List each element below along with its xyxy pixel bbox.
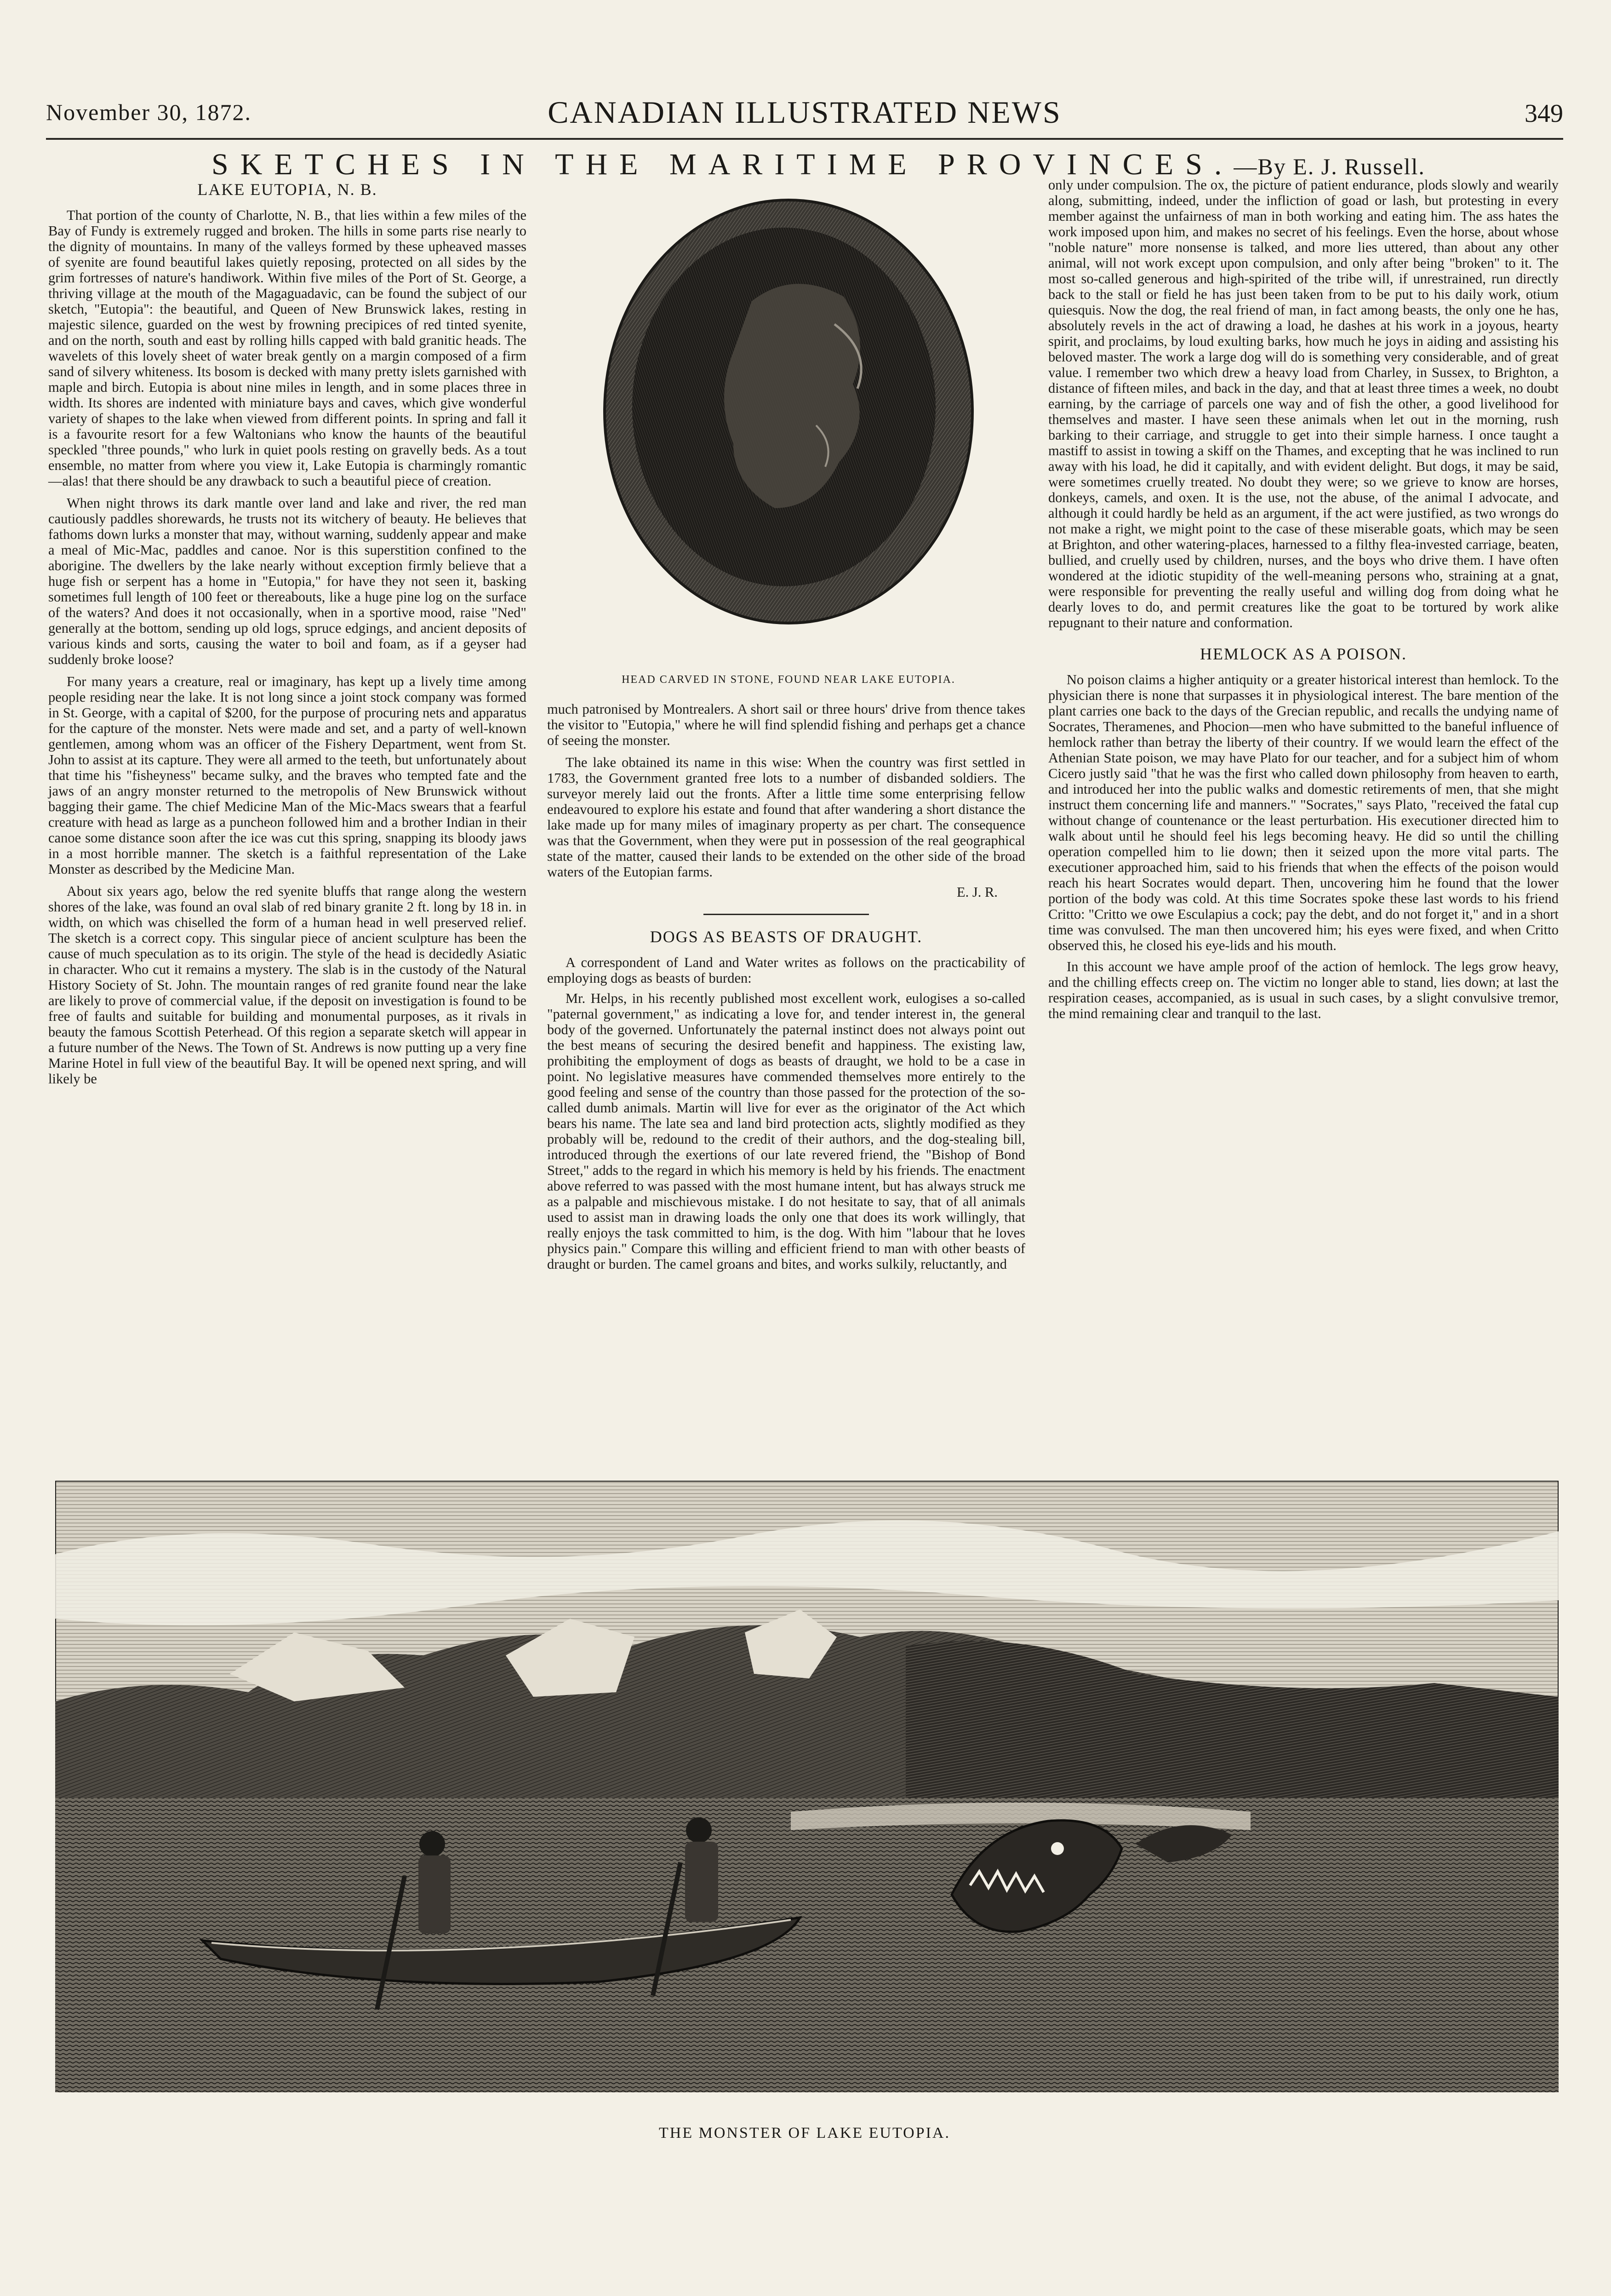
paragraph: About six years ago, below the red syenite bluffs that range along the western shores of the lake, was found an oval slab of red binary granite 2 ft. long by 18 in. in width, on which was chiselled the form of a human head in well preserved relief. The sketch is a correct copy. This singular piece of ancient sculpture has been the cause of much speculation as to its origin. The style of the head is decidedly Asiatic in character. Who cut it remains a mystery. The slab is in the custody of the Natural History Society of St. John. The mountain ranges of red granite found near the lake are likely to prove of commercial value, if the deposit on investigation is found to be free of faults and suitable for building and monumental purposes, as it rivals in beauty the famous Scottish Peterhead. Of this region a separate sketch will appear in a future number of the News. The Town of St. Andrews is now putting up a very fine Marine Hotel in full view of the beautiful Bay. It will be opened next spring, and will likely be	[48, 883, 526, 1087]
lake-monster-engraving	[55, 1481, 1559, 2092]
column-3	[1048, 177, 1559, 1021]
paragraph: No poison claims a higher antiquity or a greater historical interest than hemlock. To the physician there is none that surpasses it in physiological interest. The bare mention of the plant carries one back to the days of the Grecian republic, and recalls the undying name of Socrates, Theramenes, and Phocion—men who have submitted to the baneful influence of hemlock rather than betray the liberty of their country. If we would learn the effect of the Athenian State poison, we may have Plato for our teacher, and for a subject him of whom Cicero justly said "that he was the first who called down philosophy from heaven to earth, and introduced her into the public walks and domestic retirements of men, that she might instruct them concerning life and manners." "Socrates," says Plato, "received the fatal cup without change of countenance or the least perturbation. His executioner directed him to walk about until he should feel his legs becoming heavy. He did so until the chilling operation compelled him to lie down; then it seized upon the more vital parts. The executioner approached him, said to his friends that when the effects of the poison would reach his heart Socrates would depart. Then, uncovering him he found that the lower portion of the body was cold. At this time Socrates spoke these last words to his friend Critto: "Critto we owe Esculapius a cock; pay the debt, and do not forget it," and in a short time was convulsed. The man then uncovered him; his eyes were fixed, and when Critto observed this, he closed his eye-lids and his mouth.	[1048, 672, 1559, 953]
paragraph: The lake obtained its name in this wise: When the country was first settled in 1783, the Government granted free lots to a number of disbanded soldiers. The surveyor merely laid out the fronts. After a little time some enterprising fellow endeavoured to explore his estate and found that after wandering a short distance the lake made up for many miles of imaginary property as per chart. The consequence was that the Government, when they were put in possession of the real geographical state of the matter, caused their lands to be extended on the other side of the broad waters of the Eutopian farms.	[547, 755, 1025, 880]
column-2	[547, 701, 1025, 1272]
masthead: CANADIAN ILLUSTRATED NEWS	[548, 95, 1062, 130]
paragraph: Mr. Helps, in his recently published most excellent work, eulogises a so-called "paternal government," as indicating a love for, and tender interest in, the general body of the governed. Unfortunately the paternal instinct does not always point out the best means of securing the desired benefit and happiness. The existing law, prohibiting the employment of dogs as beasts of draught, we hold to be a case in point. No legislative measures have commended themselves more entirely to the good feeling and sense of the country than those passed for the protection of the so-called dumb animals. Martin will live for ever as the originator of the Act which bears his name. The late sea and land bird protection acts, slightly modified as they probably will be, redound to the credit of their authors, and the dog-stealing bill, introduced through the exertions of our late revered friend, the "Bishop of Bond Street," adds to the regard in which his memory is held by his friends. The enactment above referred to was passed with the most humane intent, but has always struck me as a palpable and mischievous mistake. I do not hesitate to say, that of all animals used to assist man in drawing loads the only one that does its work willingly, that really enjoys the task committed to him, is the dog. With him "labour that he loves physics pain." Compare this willing and efficient friend to man with other beasts of draught or burden. The camel groans and bites, and works sulkily, reluctantly, and	[547, 991, 1025, 1272]
paragraph: When night throws its dark mantle over land and lake and river, the red man cautiously paddles shorewards, he trusts not its witchery of beauty. He believes that fathoms down lurks a monster that may, without warning, suddenly appear and make a meal of Mic-Mac, paddles and canoe. Nor is this superstition confined to the aborigine. The dwellers by the lake nearly without exception firmly believe that a huge fish or serpent has a home in "Eutopia," for have they not seen it, basking sometimes full length of 100 feet or thereabouts, like a huge pine log on the surface of the waters? And does it not occasionally, when in a sportive mood, raise "Ned" generally at the bottom, sending up old logs, spruce edgings, and ancient deposits of various kinds and sorts, causing the water to boil and foam, as if a geyser had suddenly broke loose?	[48, 495, 526, 667]
paragraph: much patronised by Montrealers. A short sail or three hours' drive from thence takes the visitor to "Eutopia," where he will find splendid fishing and perhaps get a chance of seeing the monster.	[547, 701, 1025, 748]
lake-monster-illustration	[55, 1481, 1559, 2092]
stone-head-illustration	[577, 186, 1000, 664]
paragraph: only under compulsion. The ox, the picture of patient endurance, plods slowly and wearily along, submitting, indeed, under the infliction of goad or lash, but protesting in every member against the unfairness of man in both working and eating him. The ass hates the work imposed upon him, and makes no secret of his feelings. Even the horse, about whose "noble nature" more nonsense is talked, and more lies uttered, than about any other animal, will not work except upon compulsion, and only after being "broken" to it. The most so-called generous and high-spirited of the tribe will, if unrestrained, run directly back to the stall or field he has just been taken from to be put to his daily work, otium quiesquis. Now the dog, the real friend of man, in fact among beasts, the only one he has, absolutely revels in the act of drawing a load, he dashes at his work in a joyous, hearty spirit, and proclaims, by loud exulting barks, how much he joys in aiding and assisting his beloved master. The work a large dog will do is something very considerable, and of great value. I remember two which drew a heavy load from Charley, in Sussex, to Brighton, a distance of fifteen miles, and back in the day, and that at least three times a week, no doubt earning, by the carriage of parcels one way and of fish the other, a good livelihood for themselves and master. I have seen these animals when let out in the morning, rush barking to their carriage, and struggle to get into their simple harness. I once taught a mastiff to assist in towing a skiff on the Thames, and excepting that he was inclined to run away with his load, he did it capitally, and with evident delight. But dogs, it may be said, were sometimes cruelly treated. No doubt they were; so we grieve to know are horses, donkeys, camels, and oxen. It is the use, not the abuse, of the animal I advocate, and although it could hardly be held as an argument, if the act were justified, as two wrongs do not make a right, we might point to the case of these miserable goats, which may be seen at Brighton, and other watering-places, harnessed to a filthy flea-invested carriage, beaten, bullied, and cruelly used by children, nurses, and the boys who drive them. I have often wondered at the idiotic stupidity of the well-meaning persons who, straining at a gnat, were responsible for preventing the really useful and willing dog from doing what he dearly loves to do, and permit creatures like the goat to be tortured by work alike repugnant to their nature and conformation.	[1048, 177, 1559, 630]
header-rule	[46, 138, 1563, 140]
page-number: 349	[1525, 99, 1563, 128]
paragraph: For many years a creature, real or imaginary, has kept up a lively time among people residing near the lake. It is not long since a joint stock company was formed in St. George, with a capital of $200, for the purpose of procuring nets and apparatus for the capture of the monster. Nets were made and set, and a party of well-known gentlemen, among whom was an officer of the Fishery Department, went from St. John to assist at its capture. They were all armed to the teeth, but unfortunately about that time his "fisheyness" became sulky, and the braves who tempted fate and the jaws of an angry monster returned to the metropolis of New Brunswick without bagging their game. The chief Medicine Man of the Mic-Macs swears that a fearful creature with head as large as a puncheon followed him and a brother Indian in their canoe some distance soon after the ice was cut this spring, snapping its bloody jaws in a most horrible manner. The sketch is a faithful representation of the Lake Monster as described by the Medicine Man.	[48, 674, 526, 877]
section-byline: —By E. J. Russell.	[1234, 154, 1425, 179]
paragraph: A correspondent of Land and Water writes as follows on the practicability of employing dogs as beasts of burden:	[547, 955, 1025, 986]
stone-head-engraving	[577, 186, 1000, 637]
page-header	[46, 94, 1563, 136]
article-subtitle: LAKE EUTOPIA, N. B.	[197, 180, 377, 199]
monster-illustration-caption: THE MONSTER OF LAKE EUTOPIA.	[659, 2124, 950, 2141]
article-title: HEMLOCK AS A POISON.	[1200, 645, 1407, 663]
head-illustration-caption: HEAD CARVED IN STONE, FOUND NEAR LAKE EUTOPIA.	[622, 674, 955, 686]
article-divider	[703, 914, 869, 915]
article-title: DOGS AS BEASTS OF DRAUGHT.	[650, 928, 923, 946]
issue-date: November 30, 1872.	[46, 99, 252, 125]
paragraph: In this account we have ample proof of the action of hemlock. The legs grow heavy, and the chilling effects creep on. The victim no longer able to stand, lies down; at last the respiration ceases, accompanied, as is usual in such cases, by a slight convulsive tremor, the mind remaining clear and tranquil to the last.	[1048, 959, 1559, 1021]
section-title-main: SKETCHES IN THE MARITIME PROVINCES.	[211, 148, 1234, 181]
column-1	[48, 177, 526, 1087]
paragraph: That portion of the county of Charlotte, N. B., that lies within a few miles of the Bay of Fundy is extremely rugged and broken. The hills in some parts rise nearly to the dignity of mountains. In many of the valleys formed by these upheaved masses of syenite are found beautiful lakes quietly reposing, protected on all sides by the grim fortresses of nature's handiwork. Within five miles of the Port of St. George, a thriving village at the mouth of the Magaguadavic, can be found the subject of our sketch, "Eutopia": the beautiful, and Queen of New Brunswick lakes, resting in majestic silence, guarded on the west by frowning precipices of red tinted syenite, and on the north, south and east by rolling hills capped with bald granitic heads. The wavelets of this lovely sheet of water break gently on a margin composed of a firm sand of silvery whiteness. Its bosom is decked with many pretty islets garnished with maple and birch. Eutopia is about nine miles in length, and in some places three in width. Its shores are indented with miniature bays and caves, which give wonderful variety of shapes to the lake when viewed from different points. In spring and fall it is a favourite resort for a few Waltonians who know the haunts of the beautiful speckled "three pounds," who lurk in quiet pools resting on gravelly beds. As a tout ensemble, no matter from where you view it, Lake Eutopia is charmingly romantic—alas! that there should be any drawback to such a beautiful piece of creation.	[48, 207, 526, 489]
article-signature: E. J. R.	[957, 884, 998, 900]
